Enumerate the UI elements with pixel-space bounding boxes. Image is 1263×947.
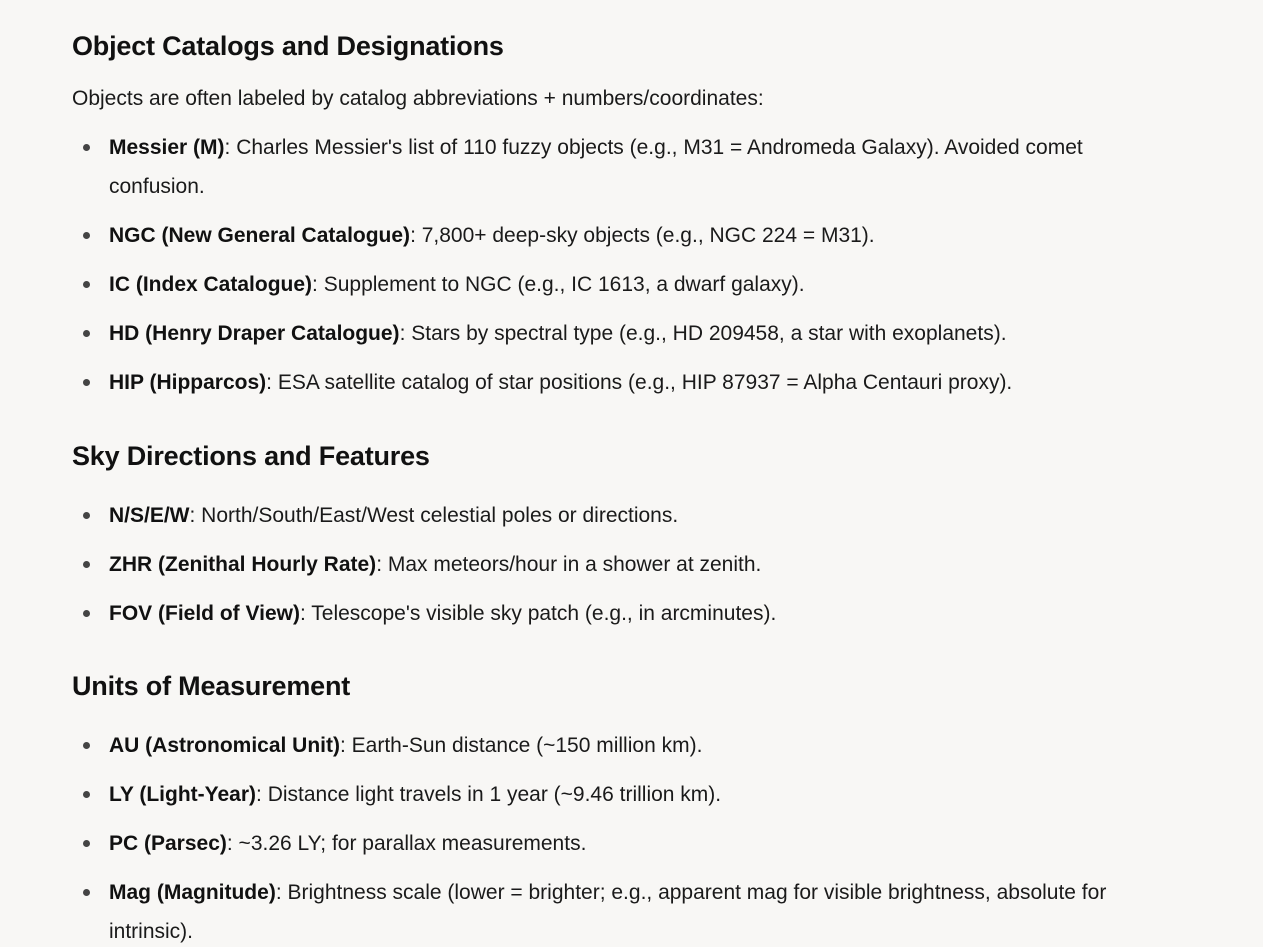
item-desc: : Distance light travels in 1 year (~9.46 trillion km). <box>256 783 722 806</box>
section-heading-catalogs: Object Catalogs and Designations <box>72 31 504 61</box>
list-item <box>72 496 1129 535</box>
units-list <box>72 726 1172 947</box>
document-body <box>72 0 1172 947</box>
item-desc: : Charles Messier's list of 110 fuzzy objects (e.g., M31 = Andromeda Galaxy). Avoided comet confusion. <box>109 136 1083 198</box>
item-desc: : Earth-Sun distance (~150 million km). <box>340 734 703 757</box>
list-item <box>72 824 1129 863</box>
list-item <box>72 216 1129 255</box>
bullet-icon <box>83 561 90 568</box>
item-desc: : North/South/East/West celestial poles or directions. <box>189 504 679 527</box>
bullet-icon <box>83 144 90 151</box>
bullet-icon <box>83 610 90 617</box>
item-term: HIP (Hipparcos) <box>109 371 267 394</box>
item-term: IC (Index Catalogue) <box>109 273 313 296</box>
item-term: FOV (Field of View) <box>109 602 300 625</box>
item-desc: : Brightness scale (lower = brighter; e.g., apparent mag for visible brightness, absolute for intrinsic). <box>109 881 1107 943</box>
list-item <box>72 594 1129 633</box>
bullet-icon <box>83 791 90 798</box>
item-term: HD (Henry Draper Catalogue) <box>109 322 400 345</box>
item-desc: : ~3.26 LY; for parallax measurements. <box>226 832 587 855</box>
list-item <box>72 775 1129 814</box>
catalogs-list <box>72 128 1172 402</box>
list-item <box>72 873 1129 947</box>
item-desc: : Max meteors/hour in a shower at zenith. <box>376 553 762 576</box>
list-item <box>72 314 1129 353</box>
bullet-icon <box>83 889 90 896</box>
bullet-icon <box>83 281 90 288</box>
list-item <box>72 128 1129 206</box>
list-item <box>72 726 1129 765</box>
bullet-icon <box>83 742 90 749</box>
bullet-icon <box>83 840 90 847</box>
list-item <box>72 545 1129 584</box>
item-term: LY (Light-Year) <box>109 783 257 806</box>
list-item <box>72 265 1129 304</box>
item-term: NGC (New General Catalogue) <box>109 224 411 247</box>
item-term: ZHR (Zenithal Hourly Rate) <box>109 553 377 576</box>
item-term: PC (Parsec) <box>109 832 227 855</box>
item-term: Messier (M) <box>109 136 225 159</box>
list-item <box>72 363 1129 402</box>
item-desc: : Stars by spectral type (e.g., HD 209458, a star with exoplanets). <box>399 322 1007 345</box>
section-intro: Objects are often labeled by catalog abbreviations + numbers/coordinates: <box>72 87 764 110</box>
item-desc: : 7,800+ deep-sky objects (e.g., NGC 224 = M31). <box>410 224 875 247</box>
section-heading-sky: Sky Directions and Features <box>72 441 430 471</box>
section-heading-units: Units of Measurement <box>72 671 351 701</box>
item-term: AU (Astronomical Unit) <box>109 734 340 757</box>
item-term: Mag (Magnitude) <box>109 881 276 904</box>
item-desc: : ESA satellite catalog of star positions (e.g., HIP 87937 = Alpha Centauri proxy). <box>266 371 1013 394</box>
sky-list <box>72 496 1172 633</box>
item-desc: : Telescope's visible sky patch (e.g., in arcminutes). <box>299 602 777 625</box>
bullet-icon <box>83 232 90 239</box>
bullet-icon <box>83 330 90 337</box>
item-desc: : Supplement to NGC (e.g., IC 1613, a dwarf galaxy). <box>312 273 805 296</box>
bullet-icon <box>83 512 90 519</box>
item-term: N/S/E/W <box>109 504 190 527</box>
bullet-icon <box>83 379 90 386</box>
